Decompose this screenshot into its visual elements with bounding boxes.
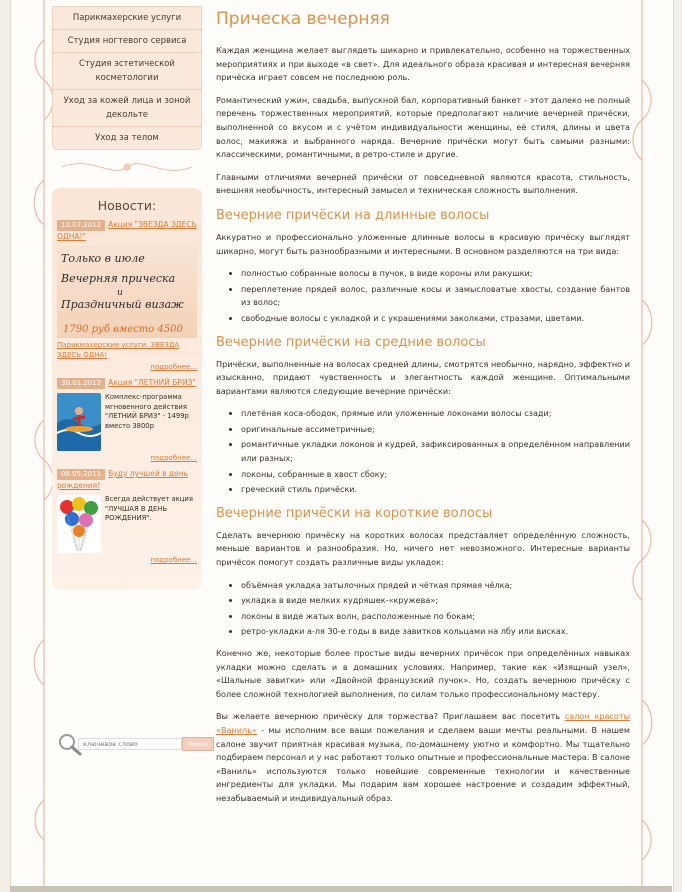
menu-item-face-care[interactable]: Уход за кожей лица и зоной декольте — [53, 90, 201, 127]
final-text: - мы исполним все ваши пожелания и сделаем ваши мечты реальными. В нашем салоне звучит приятная красивая музыка, по-домашнему уютно и комфортно. Мы тщательно подбираем персонал и у нас работают только опытные и профессиональные мастера. В салоне «Ваниль» используются только новейшие современные технологии и качественные ингредиенты для укладки. Мы подарим вам хорошее настроение и создадим эффектный, незабываемый и индивидуальный образ. — [216, 724, 630, 803]
bullet-list — [216, 579, 630, 639]
more-link[interactable]: подробнее... — [150, 363, 197, 371]
bullet-list — [216, 267, 630, 325]
list-item: • свободные волосы с укладкой и с украшениями заколками, стразами, цветами. — [241, 312, 630, 326]
menu-item-hair[interactable]: Парикмахерские услуги — [53, 7, 201, 30]
right-ornament — [625, 0, 659, 892]
news-date: 30.01.2012 — [57, 378, 105, 389]
promo-line: и — [117, 288, 123, 298]
paragraph: Конечно же, некоторые более простые виды вечерних причёсок при определённых навыках укладки можно сделать и в домашних условиях. Например, такие как «Изящный узел», «Шальные завитки» или «Двойной французский пучок». Но, создать вечернюю причёску с более сложной технологией выполнения, по силам только профессиональному мастеру. — [216, 648, 630, 699]
promo-price: 1790 руб вместо 4500 — [63, 324, 183, 335]
bullet-list — [216, 407, 630, 497]
list-item: • ретро-укладки а-ля 30-е годы в виде завитков кольцами на лбу или висках. — [241, 625, 630, 639]
balloons-image[interactable] — [57, 495, 101, 553]
promo-line: Только в июле — [61, 252, 145, 265]
news-link[interactable]: Акция "ЛЕТНИЙ БРИЗ" — [108, 378, 196, 387]
list-item: • полностью собранные волосы в пучок, в виде короны или ракушки; — [241, 267, 630, 281]
menu-item-body-care[interactable]: Уход за телом — [95, 133, 159, 143]
main-content — [216, 8, 630, 815]
section-heading: Вечерние причёски на короткие волосы — [216, 505, 493, 521]
paragraph: Романтический ужин, свадьба, выпускной бал, корпоративный банкет - этот далеко не полный перечень торжественных мероприятий, которые предполагают наличие вечерней причёски, выполненной со вкусом и с учётом индивидуальности женщины, её стиля, длины и цвета волос, макияжа и выбранного наряда. Вечерние причёски могут быть самыми разными: классическими, романтичными, в ретро-стиле и другие. — [216, 94, 630, 160]
news-item — [52, 468, 202, 570]
list-item: • укладка в виде мелких кудряшек-«кружева»; — [241, 594, 630, 608]
list-item: • локоны, собранные в хвост сбоку; — [241, 468, 630, 482]
search-box — [56, 732, 208, 756]
list-item: • романтичные укладки локонов и кудрей, зафиксированных в определённом направлении или разных; — [241, 438, 630, 465]
final-paragraph — [216, 710, 630, 805]
promo-line: Праздничный визаж — [61, 298, 184, 311]
news-date: 10.07.2012 — [57, 220, 105, 231]
list-item: • греческий стиль причёски. — [241, 483, 630, 497]
bottom-bar — [10, 886, 672, 892]
paragraph: Причёски, выполненные на волосах средней длины, смотрятся необычно, нарядно, эффектно и изысканно, придают чувственность и элегантность каждой женщине. Оптимальными вариантами являются следующие вечерние причёски: — [216, 358, 630, 396]
section-heading: Вечерние причёски на средние волосы — [216, 334, 486, 350]
sidebar — [52, 6, 202, 590]
news-item — [52, 377, 202, 468]
promo-line: Вечерняя прическа — [61, 272, 176, 285]
section-heading: Вечерние причёски на длинные волосы — [216, 207, 490, 223]
paragraph: Сделать вечернюю причёску на коротких волосах представляет определённую сложность, меньше вариантов и разнообразия. Но, ничего нет невозможного. Интересные варианты причёсок помогут создать различные виды укладок: — [216, 529, 630, 568]
menu-item-cosmetology[interactable]: Студия эстетической косметологии — [53, 53, 201, 90]
more-link[interactable]: подробнее... — [150, 454, 197, 462]
news-item — [52, 219, 202, 377]
list-item: • объёмная укладка затылочных прядей и чёткая прямая чёлка; — [241, 579, 630, 593]
salon-link[interactable]: салон красоты «Ваниль» — [216, 711, 630, 735]
sidebar-menu — [52, 6, 202, 150]
page-title: Прическа вечерняя — [216, 9, 390, 29]
final-text: Вы желаете вечернюю причёску для торжества? Приглашаем вас посетить — [216, 711, 565, 722]
search-button[interactable]: поиск — [182, 737, 214, 751]
news-link[interactable]: Буду лучшей в день рождения! — [57, 469, 189, 490]
list-item: • локоны в виде жатых волн, расположенные по бокам; — [241, 610, 630, 624]
list-item: • оригинальные ассиметричные; — [241, 423, 630, 437]
paragraph: Каждая женщина желает выглядеть шикарно и привлекательно, особенно на торжественных мероприятиях и при выходе «в свет». Для идеального образа красивая и интересная вечерняя причёска играет совсем не последнюю роль. — [216, 45, 630, 83]
news-description: Комплекс-программа мгновенного действия "ЛЕТНИЙ БРИЗ" - 1499р вместо 3800р — [105, 393, 189, 430]
news-link[interactable]: Акция "ЗВЕЗДА ЗДЕСЬ ОДНА!" — [57, 220, 197, 241]
list-item: • плетёная коса-ободок, прямые или уложенные локонами волосы сзади; — [241, 407, 630, 421]
promo-banner[interactable] — [57, 246, 197, 338]
surfer-image[interactable] — [57, 393, 101, 451]
news-date: 08.05.2011 — [57, 469, 105, 480]
sidebar-ornament — [52, 150, 202, 184]
search-input[interactable] — [78, 738, 182, 750]
list-item: • переплетение прядей волос, различные косы и замысловатые хвосты, создание бантов из волос; — [241, 283, 630, 310]
more-link[interactable]: подробнее... — [150, 556, 197, 564]
news-box — [52, 188, 202, 590]
menu-item-nails[interactable]: Студия ногтевого сервиса — [53, 30, 201, 53]
news-title: Новости: — [97, 198, 157, 213]
paragraph: Аккуратно и профессионально уложенные длинные волосы в красивую причёску выглядят шикарно, могут быть разнообразными и интересными. В основном разделяются на три вида: — [216, 231, 630, 256]
news-description: Всегда действует акция "ЛУЧШАЯ В ДЕНЬ РОЖДЕНИЯ". — [105, 495, 193, 522]
paragraph: Главными отличиями вечерней причёски от повседневной являются красота, стильность, внешняя необычность, интересный замысел и техническая сложность выполнения. — [216, 171, 630, 196]
news-caption-link[interactable]: Парикмахерские услуги. ЗВЕЗДА ЗДЕСЬ ОДНА! — [57, 341, 180, 359]
